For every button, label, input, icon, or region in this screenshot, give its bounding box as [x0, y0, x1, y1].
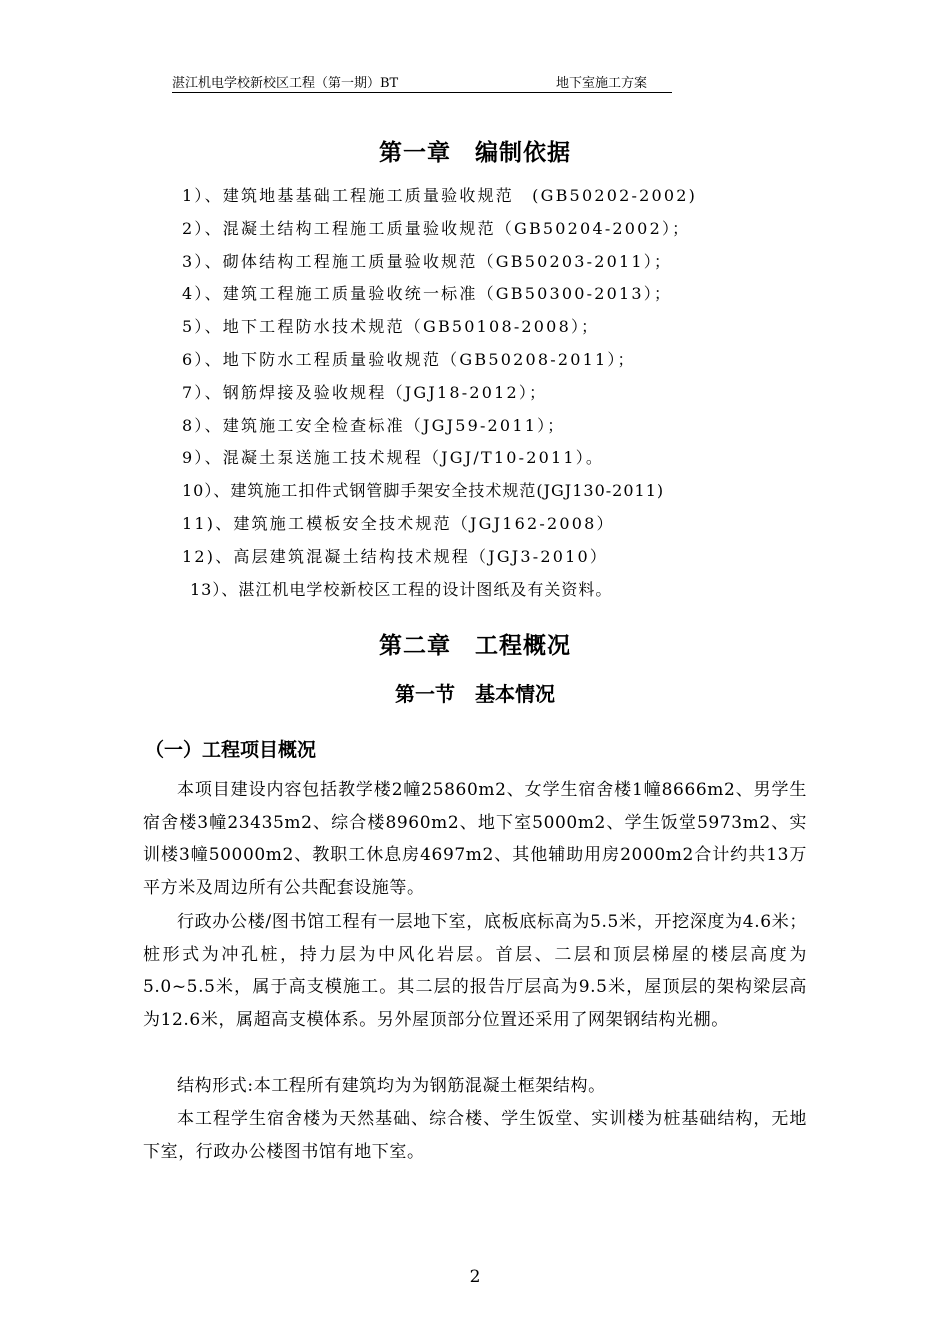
reference-item: 13）、湛江机电学校新校区工程的设计图纸及有关资料。	[190, 579, 613, 599]
reference-list	[182, 180, 822, 606]
reference-item: 12)、高层建筑混凝土结构技术规程（JGJ3-2010）	[182, 546, 609, 566]
reference-item: 11)、建筑施工模板安全技术规范（JGJ162-2008）	[182, 513, 615, 533]
chapter-2-title: 第二章 工程概况	[379, 632, 571, 659]
subsection-heading: （一）工程项目概况	[145, 739, 317, 761]
header-project-name: 湛江机电学校新校区工程（第一期）BT	[172, 76, 399, 91]
header-document-title: 地下室施工方案	[556, 76, 648, 91]
reference-item: 4）、建筑工程施工质量验收统一标准（GB50300-2013）；	[182, 284, 673, 304]
paragraph: 本项目建设内容包括教学楼2幢25860m2、女学生宿舍楼1幢8666m2、男学生宿舍楼3幢23435m2、综合楼8960m2、地下室5000m2、学生饭堂5973m2、实训楼3幢50000m2、教职工休息房4697m2、其他辅助用房2000m2合计约共13万平方米及周边所有公共配套设施等。	[143, 780, 807, 898]
reference-item: 6）、地下防水工程质量验收规范（GB50208-2011）；	[182, 349, 636, 369]
paragraph: 结构形式:本工程所有建筑均为为钢筋混凝土框架结构。	[177, 1076, 606, 1096]
reference-item: 7）、钢筋焊接及验收规程（JGJ18-2012）；	[182, 382, 548, 402]
reference-item: 3）、砌体结构工程施工质量验收规范（GB50203-2011）；	[182, 251, 673, 271]
reference-item: 10）、建筑施工扣件式钢管脚手架安全技术规范(JGJ130-2011)	[182, 481, 665, 501]
reference-item: 9）、混凝土泵送施工技术规程（JGJ/T10-2011）。	[182, 448, 605, 468]
reference-item: 2）、混凝土结构工程施工质量验收规范（GB50204-2002）；	[182, 218, 691, 238]
chapter-1-title: 第一章 编制依据	[379, 139, 571, 166]
reference-item: 8）、建筑施工安全检查标准（JGJ59-2011）；	[182, 415, 566, 435]
reference-item: 5）、地下工程防水技术规范（GB50108-2008）；	[182, 317, 600, 337]
paragraph: 行政办公楼/图书馆工程有一层地下室，底板底标高为5.5米，开挖深度为4.6米；桩形式为冲孔桩，持力层为中风化岩层。首层、二层和顶层梯屋的楼层高度为5.0~5.5米，属于高支模施工。其二层的报告厅层高为9.5米，屋顶层的架构梁层高为12.6米，属超高支模体系。另外屋顶部分位置还采用了网架钢结构光棚。	[143, 912, 807, 1030]
reference-item: 1）、建筑地基基础工程施工质量验收规范 (GB50202-2002)	[182, 186, 698, 205]
page-number: 2	[469, 1267, 481, 1287]
section-title: 第一节 基本情况	[395, 682, 555, 706]
page-header	[172, 70, 672, 93]
paragraph: 本工程学生宿舍楼为天然基础、综合楼、学生饭堂、实训楼为桩基础结构，无地下室，行政办公楼图书馆有地下室。	[143, 1109, 807, 1162]
